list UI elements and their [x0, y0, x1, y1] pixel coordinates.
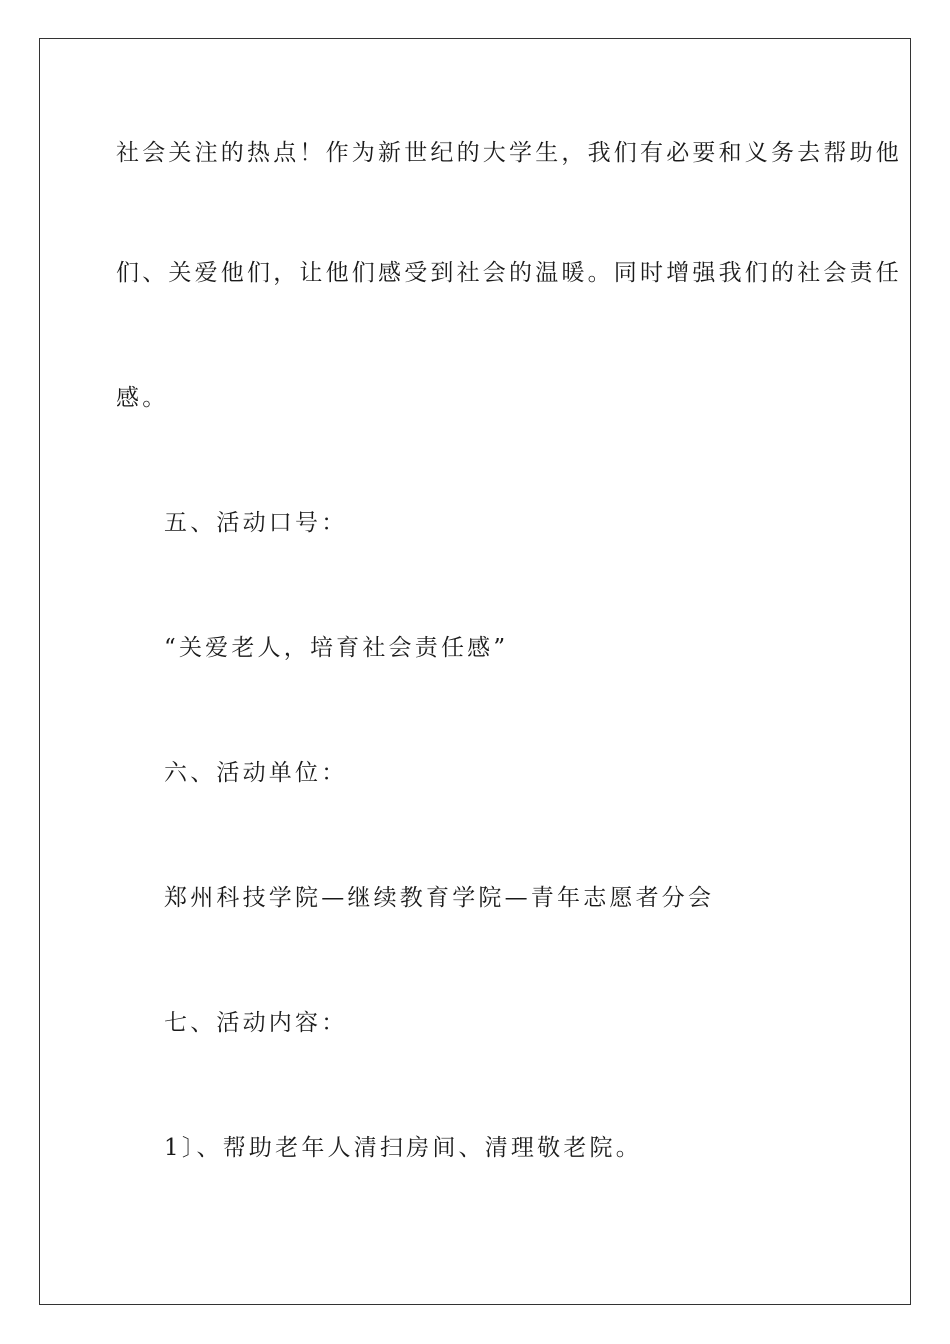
paragraph-line: 感。: [116, 385, 169, 411]
section-heading-unit: 六、活动单位：: [164, 760, 348, 786]
paragraph-line: 们、关爱他们，让他们感受到社会的温暖。同时增强我们的社会责任: [116, 260, 902, 286]
content-item: 1〕、帮助老年人清扫房间、清理敬老院。: [164, 1135, 642, 1161]
activity-slogan: “关爱老人，培育社会责任感”: [164, 635, 509, 661]
section-heading-slogan: 五、活动口号：: [164, 510, 348, 536]
paragraph-line: 社会关注的热点！作为新世纪的大学生，我们有必要和义务去帮助他: [116, 140, 902, 166]
section-heading-content: 七、活动内容：: [164, 1010, 348, 1036]
page-border: [39, 38, 911, 1305]
activity-unit: 郑州科技学院—继续教育学院—青年志愿者分会: [164, 885, 715, 911]
